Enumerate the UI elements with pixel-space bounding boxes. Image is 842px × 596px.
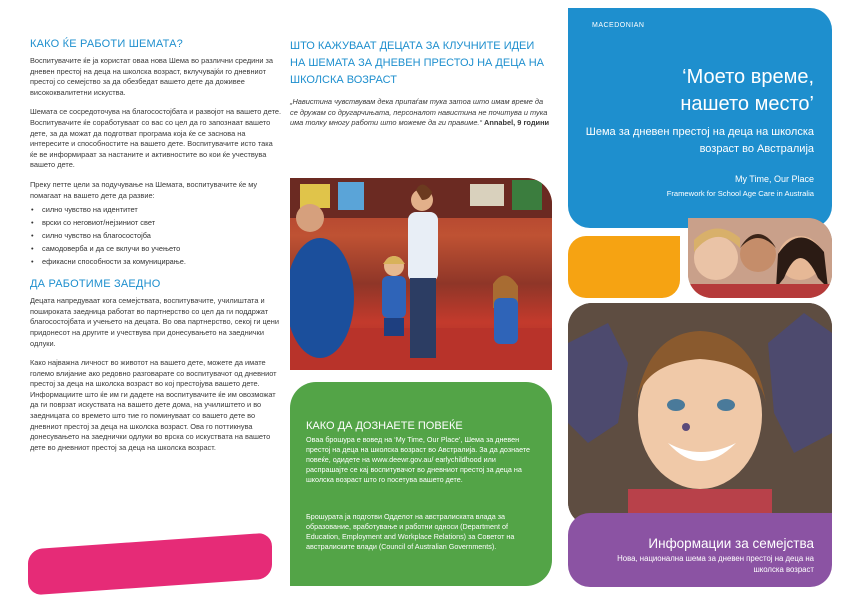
learn-more-heading: КАКО ДА ДОЗНАЕТЕ ПОВЕЌЕ [306,420,463,432]
language-label: MACEDONIAN [592,22,645,29]
cover-title-line2: нашето место’ [680,93,814,115]
middle-column [290,38,552,129]
cover-title-line1: ‘Моето време, [682,66,814,88]
orange-decorative-box [568,236,680,298]
list-item: • самодоверба и да се вклучи во учењето [30,242,282,255]
paragraph-goals-intro: Преку петте цели за подучување на Шемата, воспитувачите ќе му помагаат на вашето дете да развие: [30,179,258,200]
cover-title [680,64,814,118]
paragraph-intro: Воспитувачите ќе ја користат оваа нова Шема во различни средини за дневен престој на деца на школска возраст, вклучувајќи го дневниот престој со семејство за да обезбедат вашето дете да доживее висококвалитетни искуства. [30,56,274,97]
english-subtitle: Framework for School Age Care in Australia [666,189,814,198]
list-item: • силно чувство на благосостојба [30,229,282,242]
paragraph-parent-role: Како најважна личност во животот на вашето дете, можете да имате големо влијание ако редовно разговарате со воспитувачот од дневниот престој за деца на школска возраст во кој престојува вашето дете. Информациите што ќе им ги дадете на воспитувачите ќе им овозможат да ги поврзат искуствата на вашето дете дома, на училиштето и во заедницата со времето што тие го поминуваат со вашето дете во дневниот престој за деца на школска возраст. Ова го поттикнува донесувањето на заеднички одлуки во врска со искуствата на вашето дете во дневниот престој за деца на школска возраст. [30,358,277,452]
cover-title-box [568,8,832,228]
children-say-heading: ШТО КАЖУВААТ ДЕЦАТА ЗА КЛУЧНИТЕ ИДЕИ НА ШЕМАТА ЗА ДНЕВЕН ПРЕСТОЈ НА ДЕЦА НА ШКОЛСКА ВОЗРАСТ [290,40,545,86]
paragraph-partnership: Децата напредуваат кога семејствата, воспитувачите, училиштата и пошироката заедница работат во партнерство со цел да ги поддржат благосостојбата и учењето на децата. Во ова партнерство, секој ги цени придонесот на другите и учествува при донесувањето на заеднички одлуки. [30,296,279,348]
families-info-subheading: Нова, национална шема за дневен престој на деца на школска возраст [617,554,814,574]
learn-more-box [290,382,552,586]
children-group-illustration [688,218,832,298]
paragraph-focus: Шемата се сосредоточува на благосостојбата и развојот на вашето дете. Воспитувачите ќе соработуваат со вас со цел да го запознаат вашето дете, за да можат да подготват програма која ќе се заснова на интересите и способностите на вашето дете. Воспитувачите исто така ќе ве информираат за настаните и активностите во кои ќе учествува вашето дете. [30,107,282,170]
pink-decorative-bar [28,532,272,595]
learn-more-paragraph: Оваа брошура е вовед на ‘My Time, Our Place’, Шема за дневен престој на деца на школска возраст во Австралија. За да дознаете повеќе, одидете на www.deewr.gov.au/ earlychildhood или распрашајте се кај воспитувачот во дневниот престој за деца на школска возраст што го посетува вашето дете. [306,435,531,484]
learning-goals-list [30,203,282,268]
list-item: • силно чувство на идентитет [30,203,282,216]
families-info-heading: Информации за семејства [648,536,814,551]
list-item: • ефикасни способности за комуницирање. [30,255,282,268]
quote-text: „Навистина чувствувам дека припаѓам тука затоа што имам време да се дружам со другарчињата, персоналот навистина не почитува и тука има толку многу работи што можеме да ги правиме.“ [290,97,548,128]
child-with-painted-hands-photo [568,303,832,526]
how-framework-works-heading: КАКО ЌЕ РАБОТИ ШЕМАТА? [30,38,183,50]
publisher-paragraph: Брошурата ја подготви Одделот на австралиската влада за образование, вработување и работни односи (Department of Education, Employment and Workplace Relations) за Советот на австралиските влади (Council of Australian Governments). [306,512,515,551]
classroom-photo [290,178,552,370]
working-together-heading: ДА РАБОТИМЕ ЗАЕДНО [30,278,161,291]
classroom-photo-illustration [290,178,552,370]
children-group-photo [688,218,832,298]
families-info-box [568,513,832,587]
list-item: • врски со неговиот/нејзиниот свет [30,216,282,229]
english-title: My Time, Our Place [734,174,814,184]
child-quote [290,97,552,129]
left-column [30,38,282,462]
cover-subtitle: Шема за дневен престој на деца на школска возраст во Австралија [585,126,814,155]
child-portrait-illustration [568,303,832,526]
quote-author: Annabel, 9 години [484,118,550,128]
